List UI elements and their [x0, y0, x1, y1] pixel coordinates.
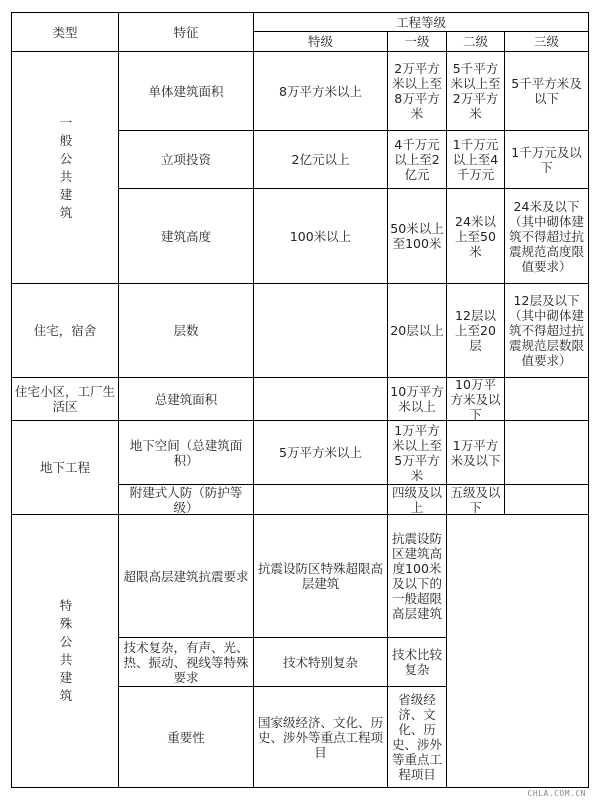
building-height-special: 100米以上 [289, 228, 352, 244]
investment-second: 1千万元以上至4千万元 [452, 137, 499, 182]
technical-special: 技术特别复杂 [282, 654, 358, 670]
header-type: 类型 [52, 24, 78, 40]
header-first: 一级 [404, 34, 430, 49]
building-height-first: 50米以上至100米 [390, 221, 444, 251]
total-area-first: 10万平方米以上 [390, 384, 444, 414]
total-area-third [505, 378, 588, 420]
building-area-third: 5千平方米及以下 [511, 76, 582, 106]
header-special: 特级 [307, 34, 333, 49]
civil-defense-second: 五级及以下 [450, 484, 501, 515]
feature-seismic: 超限高层建筑抗震要求 [123, 568, 249, 584]
feature-floors: 层数 [173, 323, 199, 338]
seismic-first: 抗震设防区建筑高度100米及以下的一般超限高层建筑 [391, 531, 442, 621]
floors-special [254, 284, 387, 377]
importance-first: 省级经济、文化、历史、涉外等重点工程项目 [391, 692, 442, 782]
feature-total-area: 总建筑面积 [154, 391, 218, 407]
importance-special: 国家级经济、文化、历史、涉外等重点工程项目 [257, 714, 383, 760]
feature-building-area: 单体建筑面积 [148, 83, 224, 99]
civil-defense-special [254, 485, 387, 514]
floors-second: 12层以上至20层 [455, 308, 496, 353]
civil-defense-third [505, 485, 588, 514]
underground-space-third [505, 421, 588, 484]
investment-special: 2亿元以上 [291, 152, 350, 167]
civil-defense-first: 四级及以上 [391, 484, 442, 515]
total-area-second: 10万平方米及以下 [450, 376, 501, 422]
underground-space-first: 1万平方米以上至5万平方米 [391, 422, 442, 483]
feature-investment: 立项投资 [160, 152, 211, 167]
floors-first: 20层以上 [390, 323, 444, 338]
seismic-special: 抗震设防区特殊超限高层建筑 [257, 561, 383, 591]
header-feature: 特征 [173, 24, 199, 40]
building-height-second: 24米以上至50米 [455, 213, 496, 259]
category-district: 住宅小区，工厂生活区 [14, 384, 115, 414]
category-residential: 住宅，宿舍 [33, 323, 97, 338]
building-height-third: 24米及以下（其中砌体建筑不得超过抗震规范高度限值要求） [508, 198, 584, 274]
header-third: 三级 [533, 34, 559, 49]
category-public-building: 一般公共建筑 [59, 114, 73, 220]
feature-importance: 重要性 [167, 729, 205, 745]
underground-space-second: 1万平方米及以下 [450, 437, 501, 468]
category-underground: 地下工程 [39, 460, 90, 475]
underground-space-special: 5万平方米以上 [279, 445, 362, 460]
building-area-first: 2万平方米以上至8万平方米 [391, 61, 442, 121]
building-area-special: 8万平方米以上 [279, 83, 362, 99]
floors-third: 12层及以下（其中砌体建筑不得超过抗震规范层数限值要求） [508, 293, 584, 368]
total-area-special [254, 378, 387, 420]
watermark-text: CHLA.COM.CN [527, 789, 586, 798]
header-second: 二级 [462, 34, 488, 49]
investment-third: 1千万元及以下 [511, 144, 582, 175]
feature-technical: 技术复杂，有声、光、热、振动、视线等特殊要求 [123, 639, 249, 685]
building-area-second: 5千平方米以上至2万平方米 [450, 61, 501, 121]
category-special-public: 特殊公共建筑 [59, 598, 73, 703]
technical-first: 技术比较复杂 [391, 647, 442, 677]
feature-underground-space: 地下空间（总建筑面积） [129, 437, 243, 468]
feature-civil-defense: 附建式人防（防护等级） [129, 484, 243, 515]
feature-building-height: 建筑高度 [160, 228, 211, 244]
investment-first: 4千万元以上至2亿元 [394, 137, 440, 182]
header-grade: 工程等级 [395, 14, 446, 30]
